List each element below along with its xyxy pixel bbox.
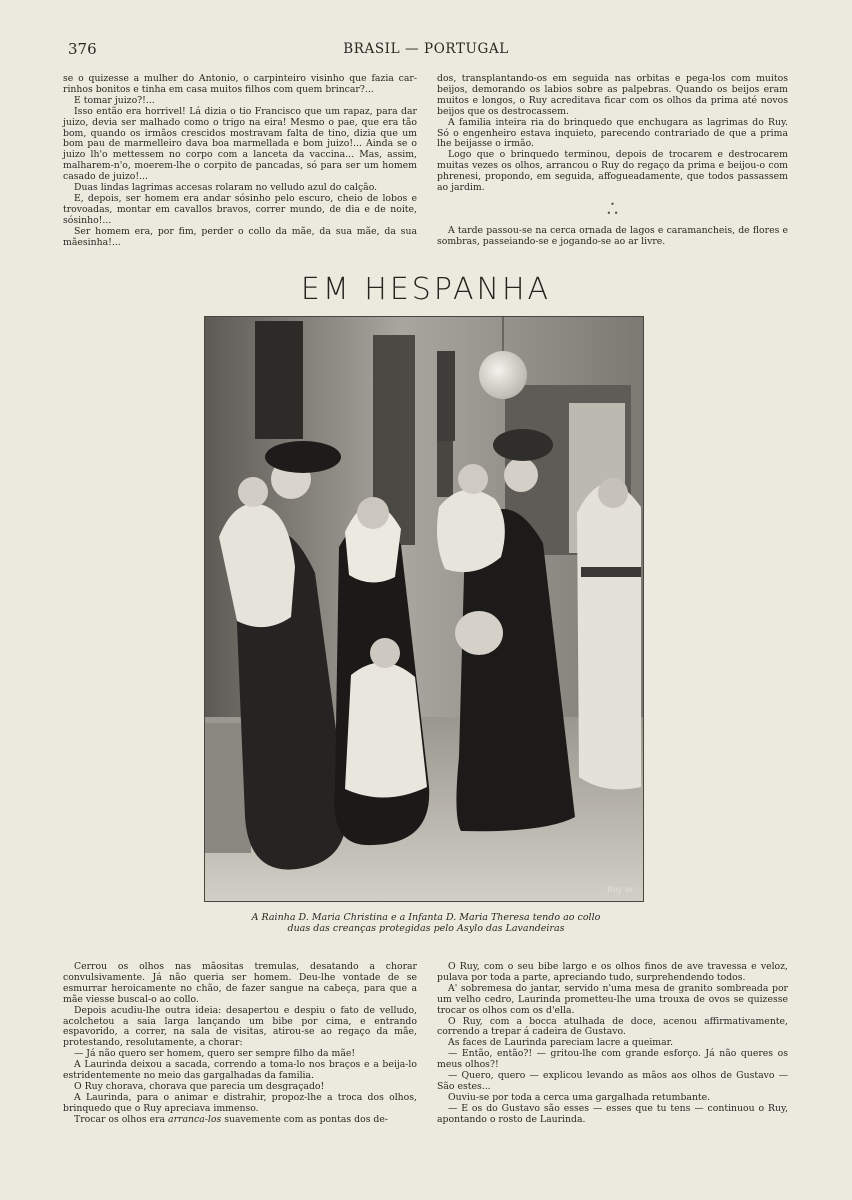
photo-illustration (205, 317, 643, 901)
page-number: 376 (68, 40, 97, 58)
top-left-column (63, 74, 417, 249)
paragraph: O Ruy, com a bocca atulhada de doce, acenou affirmativamente, correndo a trepar á cadeira de Gustavo. (437, 1015, 788, 1038)
paragraph: Ser homem era, por fim, perder o collo da mãe, da sua mãe, da sua mãesinha!... (63, 225, 417, 248)
paragraph: Depois acudiu-lhe outra ideia: desapertou e despiu o fato de velludo, acolchetou a saia larga lançando um bibe por cima, e entrando espavorido, a correr, na sala de visitas, atirou-se ao regaço da mãe, protestando, resolutamente, a chorar: (63, 1004, 417, 1049)
paragraph: — E os do Gustavo são esses — esses que tu tens — continuou o Ruy, apontando o rosto de Laurinda. (437, 1102, 788, 1125)
text-run: suavemente com as pontas dos de- (221, 1113, 389, 1125)
section-title: EM HESPANHA (300, 272, 552, 307)
running-title: BRASIL — PORTUGAL (343, 41, 509, 57)
bottom-right-column (437, 962, 788, 1126)
paragraph: A Laurinda, para o animar e distrahir, propoz-lhe a troca dos olhos, brinquedo que o Ruy apreciava immenso. (63, 1091, 417, 1114)
photo-caption (0, 912, 852, 934)
paragraph: A tarde passou-se na cerca ornada de lagos e caramancheis, de flores e sombras, passeiando-se e jogando-se ao ar livre. (437, 224, 788, 247)
paragraph: se o quizesse a mulher do Antonio, o carpinteiro visinho que fazia car-rinhos bonitos e tinha em casa muitos filhos com quem brincar?... (63, 73, 417, 95)
emphasis: arranca-los (168, 1113, 222, 1125)
photograph (204, 316, 644, 902)
paragraph: E, depois, ser homem era andar sósinho pelo escuro, cheio de lobos e trovoadas, montar em cavallos bravos, correr mundo, de dia e de noite, sósinho!... (63, 192, 417, 226)
paragraph: E tomar juizo?!... (74, 94, 155, 106)
paragraph: Cerrou os olhos nas mãositas tremulas, desatando a chorar convulsivamente. Já não queria ser homem. Deu-lhe vontade de se esmurrar heroicamente no chão, de fazer sangue na cabeça, para que a mãe viesse buscal-o ao collo. (63, 961, 417, 1005)
paragraph: Isso então era horrivel! Lá dizia o tio Francisco que um rapaz, para dar juizo, devia ser malhado como o trigo na eira! Mesmo o pae, que era tão bom, quando os irmãos crescidos mostravam falta de tino, dizia que um bom pau de marmelleiro dava boa marmellada e bom juizo!... Ainda se o juizo lh'o mettessem no corpo com a lanceta da vaccina... Mas, assim, malharem-n'o, moerem-lhe o corpito de pancadas, só para ser um homem casado de juizo!... (63, 105, 417, 183)
paragraph: Duas lindas lagrimas accesas rolaram no velludo azul do calção. (74, 182, 378, 194)
paragraph: A' sobremesa do jantar, servido n'uma mesa de granito sombreada por um velho cedro, Laurinda prometteu-lhe uma trouxa de ovos se quizesse trocar os olhos com os d'ella. (437, 982, 788, 1016)
caption-line: duas das creanças protegidas pelo Asylo das Lavandeiras (287, 923, 565, 934)
section-break-dots: • • • (606, 199, 619, 218)
paragraph: A Laurinda deixou a sacada, correndo a toma-lo nos braços e a beija-lo estridentemente no meio das gargalhadas da familia. (63, 1059, 417, 1082)
paragraph: O Ruy, com o seu bibe largo e os olhos finos de ave travessa e veloz, pulava por toda a parte, apreciando tudo, surprehendendo todos. (437, 961, 788, 983)
paragraph (63, 1115, 417, 1126)
paragraph: Ouviu-se por toda a cerca uma gargalhada retumbante. (448, 1091, 711, 1103)
caption-line: A Rainha D. Maria Christina e a Infanta D. Maria Theresa tendo ao collo (251, 912, 601, 923)
bottom-left-column (63, 962, 417, 1126)
paragraph: — Já não quero ser homem, quero ser sempre filho da mãe! (74, 1048, 356, 1060)
paragraph: Logo que o brinquedo terminou, depois de trocarem e destrocarem muitas vezes os olhos, arrancou o Ruy do regaço da prima e beijou-o com phrenesi, propondo, em seguida, affogueadamente, que todos passassem ao jardim. (437, 149, 788, 194)
paragraph: — Então, então?! — gritou-lhe com grande esforço. Já não queres os meus olhos?! (437, 1048, 788, 1071)
photographer-signature: Rey ar (607, 885, 634, 894)
text-run: Trocar os olhos era (74, 1113, 169, 1125)
paragraph: — Quero, quero — explicou levando as mãos aos olhos de Gustavo — São estes... (437, 1070, 788, 1092)
paragraph: As faces de Laurinda pareciam lacre a queimar. (448, 1037, 674, 1049)
top-right-column (437, 74, 788, 248)
paragraph: dos, transplantando-os em seguida nas orbitas e pega-los com muitos beijos, demorando os labios sobre as palpebras. Quando os beijos eram muitos e longos, o Ruy acreditava ficar com os olhos da prima até novos beijos que os destrocassem. (437, 73, 788, 117)
paragraph: O Ruy chorava, chorava que parecia um desgraçado! (74, 1080, 325, 1092)
paragraph: A familia inteira ria do brinquedo que enchugara as lagrimas do Ruy. Só o engenheiro estava inquieto, parecendo contrariado de que a prima lhe beijasse o irmão. (437, 116, 788, 150)
